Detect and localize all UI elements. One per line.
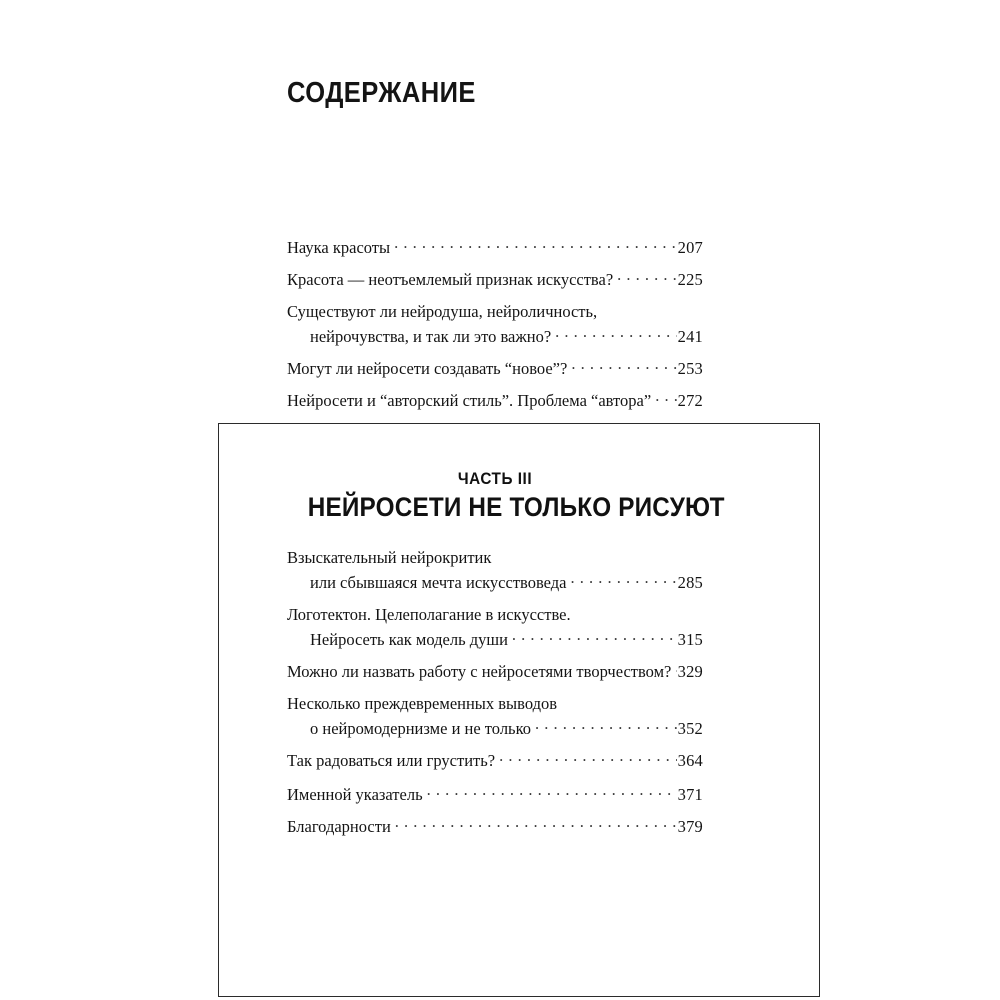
toc-entry-label: или сбывшаяся мечта искусствоведа [310,572,567,592]
toc-entry[interactable] [287,749,703,774]
toc-page-number: 253 [677,358,703,378]
toc-entry-label: Нейросети и “авторский стиль”. Проблема “автора” [287,390,652,410]
toc-entry-label: Логотектон. Целеполагание в искусстве. [287,604,571,624]
toc-entry-line [287,783,703,808]
toc-entry-line [287,692,703,717]
toc-entry[interactable] [287,268,703,293]
toc-entry[interactable] [287,815,703,840]
toc-dot-leader [571,357,676,374]
toc-entry[interactable] [287,357,703,382]
page-title: СОДЕРЖАНИЕ [287,77,476,109]
toc-entry-line [287,815,703,840]
toc-entry-label: Взыскательный нейрокритик [287,547,492,567]
toc-page-number: 379 [677,816,703,836]
toc-page-number: 272 [677,390,703,410]
toc-page-number: 207 [677,237,703,257]
toc-entry[interactable] [287,389,703,414]
toc-dot-leader [495,546,703,563]
toc-section-lower [287,546,703,840]
toc-page-number: 364 [677,750,703,770]
part-name: НЕЙРОСЕТИ НЕ ТОЛЬКО РИСУЮТ [307,492,725,522]
toc-entry-line [287,628,703,653]
toc-entry-label: Могут ли нейросети создавать “новое”? [287,358,568,378]
part-heading [287,468,725,524]
toc-entry-label: о нейромодернизме и не только [310,718,532,738]
toc-dot-leader [617,268,676,285]
toc-dot-leader [561,692,703,709]
toc-entry-line [287,389,703,414]
toc-entry-line [287,571,703,596]
toc-dot-leader [499,749,677,766]
toc-page-number: 285 [677,572,703,592]
toc-entry-line [287,717,703,742]
toc-entry-label: Благодарности [287,816,391,836]
toc-entry-line [287,749,703,774]
toc-entry[interactable] [287,603,703,653]
toc-section-upper [287,236,703,414]
toc-entry-label: Наука красоты [287,237,391,257]
toc-entry[interactable] [287,236,703,261]
toc-entry-label: Можно ли назвать работу с нейросетями творчеством? [287,661,672,681]
toc-entry-label: Красота — неотъемлемый признак искусства? [287,269,614,289]
toc-entry[interactable] [287,660,703,685]
toc-dot-leader [601,300,703,317]
toc-entry[interactable] [287,692,703,742]
toc-entry[interactable] [287,546,703,596]
toc-dot-leader [535,717,677,734]
toc-dot-leader [555,325,676,342]
toc-entry-line [287,660,703,685]
toc-entry-label: Нейросеть как модель души [310,629,508,649]
toc-entry[interactable] [287,783,703,808]
toc-entry-line [287,603,703,628]
toc-entry[interactable] [287,300,703,350]
toc-entry-label: Так радоваться или грустить? [287,750,496,770]
toc-entry-line [287,357,703,382]
toc-entry-label: Именной указатель [287,784,423,804]
toc-entry-line [287,546,703,571]
toc-entry-label: Существуют ли нейродуша, нейроличность, [287,301,598,321]
toc-entry-label: Несколько преждевременных выводов [287,693,558,713]
toc-page-number: 371 [677,784,703,804]
toc-dot-leader [394,236,677,253]
toc-page-number: 241 [677,326,703,346]
toc-dot-leader [575,603,703,620]
toc-dot-leader [512,628,677,645]
toc-dot-leader [570,571,676,588]
part-kicker: ЧАСТЬ III [457,469,533,488]
toc-page-number: 352 [677,718,703,738]
toc-dot-leader [655,389,676,406]
toc-entry-line [287,300,703,325]
toc-dot-leader [675,660,676,677]
toc-entry-line [287,236,703,261]
toc-entry-line [287,325,703,350]
toc-page-number: 329 [677,661,703,681]
toc-page-number: 225 [677,269,703,289]
toc-dot-leader [427,783,677,800]
toc-entry-line [287,268,703,293]
toc-entry-label: нейрочувства, и так ли это важно? [310,326,552,346]
toc-dot-leader [395,815,677,832]
toc-page-number: 315 [677,629,703,649]
